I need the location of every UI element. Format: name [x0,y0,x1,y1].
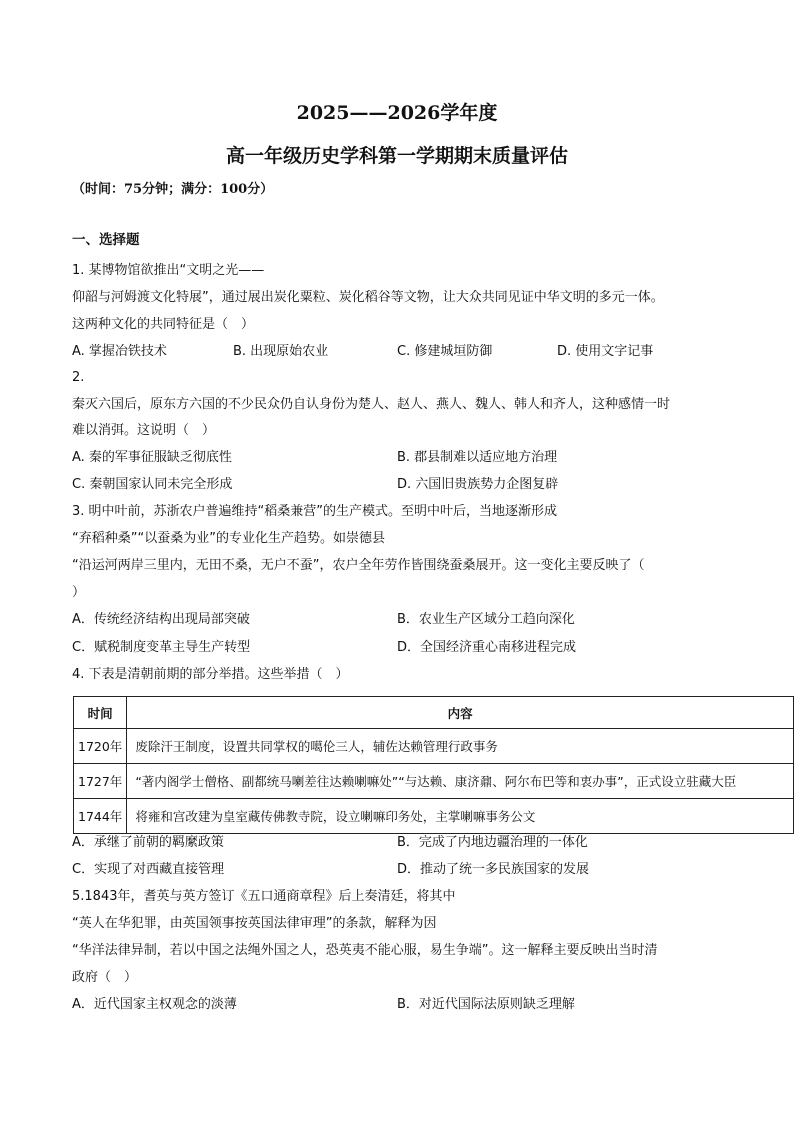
q2-option-c: C. 秦朝国家认同未完全形成 [72,477,233,492]
q3-line-3: “沿运河两岸三里内，无田不桑，无户不蚕”，农户全年劳作皆围绕蚕桑展开。这一变化主要反映了（ [72,558,645,573]
table-cell-time: 1720年 [74,729,127,764]
q3-line-2: “弃稻种桑”“以蚕桑为业”的专业化生产趋势。如崇德县 [72,531,385,546]
q2-option-b: B. 郡县制难以适应地方治理 [397,450,558,465]
q5-line-1: 5.1843年，耆英与英方签订《五口通商章程》后上奏清廷，将其中 [72,889,456,904]
table-cell-content: 废除汗王制度，设置共同掌权的噶伦三人，辅佐达赖管理行政事务 [127,729,794,764]
table-cell-content: “著内阁学士僧格、副都统马喇差往达赖喇嘛处”“与达赖、康济鼐、阿尔布巴等和衷办事”，正式设立驻藏大臣 [127,764,794,799]
q4-option-b: B．完成了内地边疆治理的一体化 [397,835,588,850]
q3-option-c: C．赋税制度变革主导生产转型 [72,640,251,655]
q2-option-d: D. 六国旧贵族势力企图复辟 [397,477,559,492]
table-row [74,764,794,799]
q2-line-2: 秦灭六国后，原东方六国的不少民众仍自认身份为楚人、赵人、燕人、魏人、韩人和齐人，这种感情一时 [72,397,671,412]
q5-line-2: “英人在华犯罪，由英国领事按英国法律审理”的条款，解释为因 [72,916,437,931]
table-row [74,799,794,834]
q5-option-a: A．近代国家主权观念的淡薄 [72,997,237,1012]
q5-line-3: “华洋法律异制，若以中国之法绳外国之人，恐英夷不能心服，易生争端”。这一解释主要反映出当时清 [72,943,658,958]
q1-option-c: C. 修建城垣防御 [397,344,493,359]
table-row [74,729,794,764]
q5-line-4: 政府（ ） [72,970,138,985]
q4-option-a: A．承继了前朝的羁縻政策 [72,835,224,850]
exam-meta: （时间：75分钟；满分：100分） [72,182,274,197]
table-header-content: 内容 [127,697,794,729]
q4-line-1: 4. 下表是清朝前期的部分举措。这些举措（ ） [72,667,349,682]
q5-option-b: B．对近代国际法原则缺乏理解 [397,997,575,1012]
q2-line-3: 难以消弭。这说明（ ） [72,423,216,438]
q1-line-3: 这两种文化的共同特征是（ ） [72,317,255,332]
q4-option-c: C．实现了对西藏直接管理 [72,862,225,877]
q2-option-a: A. 秦的军事征服缺乏彻底性 [72,450,232,465]
q1-option-b: B. 出现原始农业 [233,344,329,359]
table-cell-content: 将雍和宫改建为皇室藏传佛教寺院，设立喇嘛印务处，主掌喇嘛事务公文 [127,799,794,834]
q3-option-d: D．全国经济重心南移进程完成 [397,640,577,655]
exam-title: 高一年级历史学科第一学期期末质量评估 [225,145,568,167]
section-heading: 一、选择题 [72,232,140,248]
q3-option-b: B．农业生产区域分工趋向深化 [397,612,575,627]
table-cell-time: 1727年 [74,764,127,799]
table-cell-time: 1744年 [74,799,127,834]
q2-line-1: 2. [72,370,85,385]
q4-option-d: D．推动了统一多民族国家的发展 [397,862,590,877]
q3-line-1: 3. 明中叶前，苏浙农户普遍维持“稻桑兼营”的生产模式。至明中叶后，当地逐渐形成 [72,504,558,519]
q3-line-4: ） [72,585,86,600]
q1-option-d: D. 使用文字记事 [557,344,654,359]
q4-table [73,696,794,834]
q1-line-1: 1. 某博物馆欲推出“文明之光—— [72,263,265,278]
q3-option-a: A．传统经济结构出现局部突破 [72,612,250,627]
q1-option-a: A. 掌握冶铁技术 [72,344,167,359]
table-header-time: 时间 [74,697,127,729]
exam-title-year: 2025——2026学年度 [296,102,498,124]
q1-line-2: 仰韶与河姆渡文化特展”，通过展出炭化粟粒、炭化稻谷等文物，让大众共同见证中华文明的多元一体。 [72,290,664,305]
table-header-row [74,697,794,729]
